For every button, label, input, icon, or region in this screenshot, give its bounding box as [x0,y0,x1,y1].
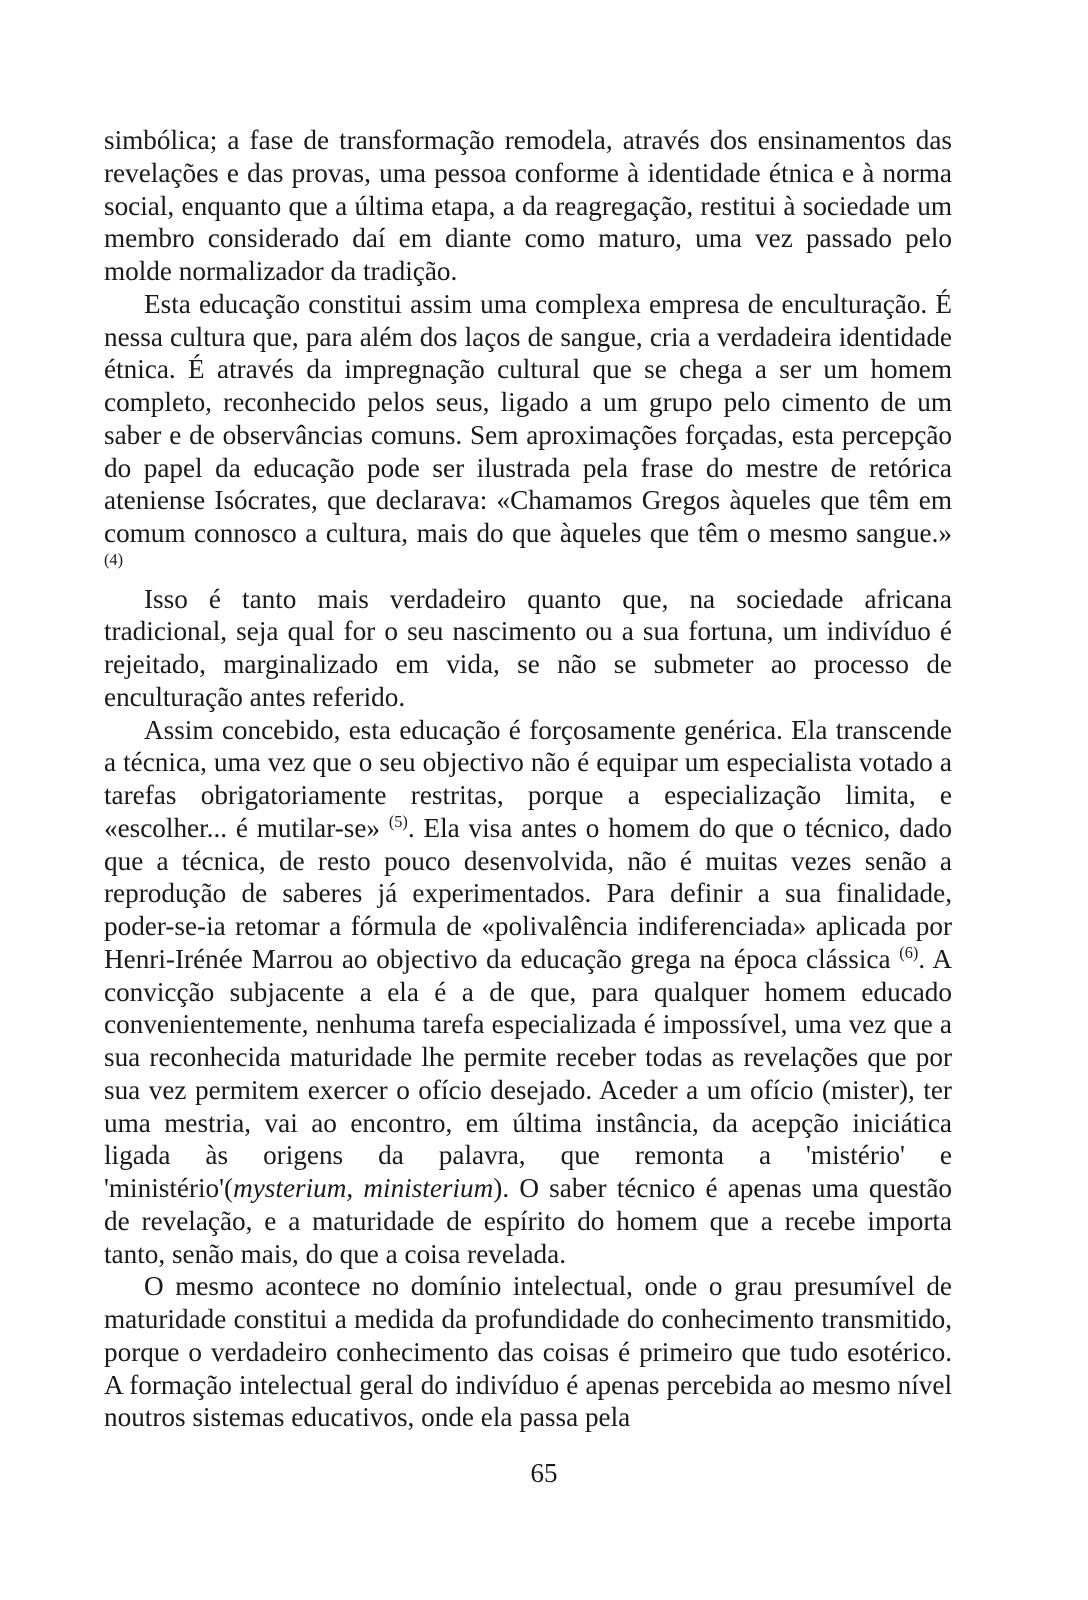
footnote-reference: (4) [104,549,124,569]
text-segment: Esta educação constitui assim uma complexa empresa de enculturação. É nessa cultura que, para além dos laços de sangue, cria a verdadeira identidade étnica. É através da impregnação cultural que se chega a ser um homem completo, reconhecido pelos seus, ligado a um grupo pelo cimento de um saber e de observâncias comuns. Sem aproximações forçadas, esta percepção do papel da educação pode ser ilustrada pela frase do mestre de retórica ateniense Isócrates, que declarava: «Chamamos Gregos àqueles que têm em comum connosco a cultura, mais do que àqueles que têm o mesmo sangue.» [104,288,952,548]
page-number: 65 [530,1458,558,1488]
footnote-reference: (6) [899,942,919,962]
text-segment: simbólica; a fase de transformação remodela, através dos ensinamentos das revelações e das provas, uma pessoa conforme à identidade étnica e à norma social, enquanto que a última etapa, a da reagregação, restitui à sociedade um membro considerado daí em diante como maturo, uma vez passado pelo molde normalizador da tradição. [104,125,952,286]
text-segment: . A convicção subjacente a ela é a de que, para qualquer homem educado convenientemente, nenhuma tarefa especializada é impossível, uma vez que a sua reconhecida maturidade lhe permite receber todas as revelações que por sua vez permitem exercer o ofício desejado. Aceder a um ofício (mister), ter uma mestria, vai ao encontro, em última instância, da acepção iniciática ligada às origens da palavra, que remonta a 'mistério' e 'ministério'( [104,943,952,1203]
paragraph [104,714,952,1271]
paragraph [104,583,952,714]
footnote-reference: (5) [388,811,408,831]
text-segment: Assim concebido, esta educação é forçosamente genérica. Ela transcende a técnica, uma vez que o seu objectivo não é equipar um especialista votado a tarefas obrigatoriamente restritas, porque a especialização limita, e «escolher... é mutilar-se» [104,714,952,843]
text-segment: Isso é tanto mais verdadeiro quanto que, na sociedade africana tradicional, seja qual for o seu nascimento ou a sua fortuna, um indivíduo é rejeitado, marginalizado em vida, se não se submeter ao processo de enculturação antes referido. [104,583,952,712]
body-text [104,124,952,1434]
text-segment: . Ela visa antes o homem do que o técnico, dado que a técnica, de resto pouco desenvolvida, não é muitas vezes senão a reprodução de saberes já experimentados. Para definir a sua finalidade, poder-se-ia retomar a fórmula de «polivalência indiferenciada» aplicada por Henri-Irénée Marrou ao objectivo da educação grega na época clássica [104,812,952,974]
text-segment: ). O saber técnico é apenas uma questão de revelação, e a maturidade de espírito do homem que a recebe importa tanto, senão mais, do que a coisa revelada. [104,1173,952,1269]
paragraph [104,1270,952,1434]
text-segment: O mesmo acontece no domínio intelectual, onde o grau presumível de maturidade constitui a medida da profundidade do conhecimento transmitido, porque o verdadeiro conhecimento das coisas é primeiro que tudo esotérico. A formação intelectual geral do indivíduo é apenas percebida ao mesmo nível noutros sistemas educativos, onde ela passa pela [104,1271,952,1433]
paragraph [104,288,952,583]
paragraph [104,124,952,288]
italic-text: mysterium, ministerium [233,1173,494,1203]
